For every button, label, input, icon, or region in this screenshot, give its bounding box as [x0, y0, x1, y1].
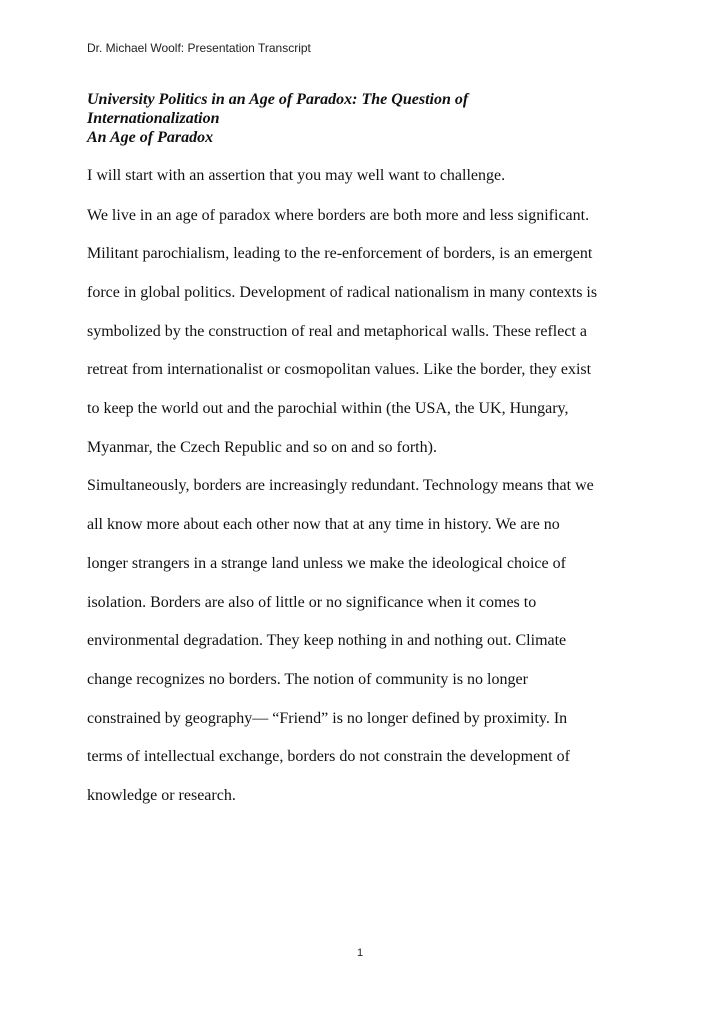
page-number: 1 [356, 947, 364, 959]
document-title [87, 90, 468, 147]
body-line: change recognizes no borders. The notion of community is no longer [87, 671, 528, 688]
running-header: Dr. Michael Woolf: Presentation Transcript [87, 41, 311, 55]
body-line: symbolized by the construction of real and metaphorical walls. These reflect a [87, 323, 587, 340]
body-line: Myanmar, the Czech Republic and so on and so forth). [87, 439, 437, 456]
body-line: to keep the world out and the parochial within (the USA, the UK, Hungary, [87, 400, 569, 417]
body-line: knowledge or research. [87, 787, 236, 804]
body-line: We live in an age of paradox where borders are both more and less significant. [87, 207, 590, 224]
body-line: environmental degradation. They keep nothing in and nothing out. Climate [87, 632, 567, 649]
body-line: force in global politics. Development of radical nationalism in many contexts is [87, 284, 598, 301]
body-line: isolation. Borders are also of little or no significance when it comes to [87, 594, 537, 611]
intro-sentence: I will start with an assertion that you may well want to challenge. [87, 167, 506, 184]
body-line: Simultaneously, borders are increasingly redundant. Technology means that we [87, 477, 594, 494]
body-line: terms of intellectual exchange, borders do not constrain the development of [87, 748, 570, 765]
body-line: longer strangers in a strange land unless we make the ideological choice of [87, 555, 566, 572]
title-line: Internationalization [87, 110, 220, 127]
title-line: University Politics in an Age of Paradox: The Question of [87, 91, 469, 108]
body-line: all know more about each other now that at any time in history. We are no [87, 516, 560, 533]
body-line: retreat from internationalist or cosmopolitan values. Like the border, they exist [87, 361, 592, 378]
body-line: constrained by geography— “Friend” is no longer defined by proximity. In [87, 710, 568, 727]
section-heading: An Age of Paradox [87, 129, 214, 146]
body-line: Militant parochialism, leading to the re-enforcement of borders, is an emergent [87, 245, 593, 262]
